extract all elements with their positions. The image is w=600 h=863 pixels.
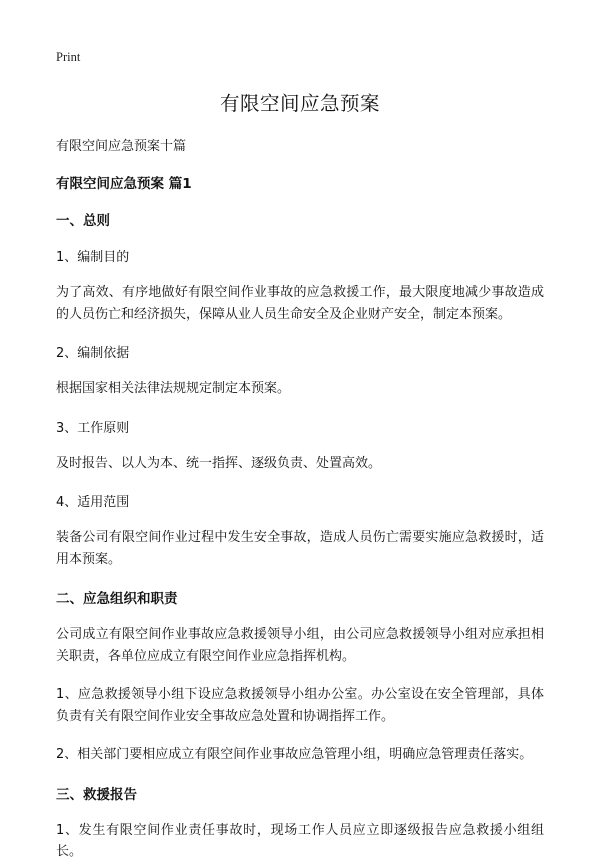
document-subtitle: 有限空间应急预案十篇 [56, 139, 187, 154]
paragraph-report-1: 1、发生有限空间作业责任事故时，现场工作人员应立即逐级报告应急救援小组组长。 [56, 822, 544, 859]
chapter-title: 有限空间应急预案 篇1 [56, 176, 192, 192]
section-heading-report: 三、救援报告 [56, 786, 137, 803]
subheading-basis: 2、编制依据 [56, 346, 130, 361]
paragraph-organization-3: 2、相关部门要相应成立有限空间作业事故应急管理小组，明确应急管理责任落实。 [56, 747, 533, 762]
paragraph-organization-2: 1、应急救援领导小组下设应急救援领导小组办公室。办公室设在安全管理部，具体负责有关有限空间作业安全事故应急处置和协调指挥工作。 [56, 687, 544, 724]
paragraph-scope: 装备公司有限空间作业过程中发生安全事故，造成人员伤亡需要实施应急救援时，适用本预案。 [56, 530, 544, 567]
subheading-scope: 4、适用范围 [56, 495, 130, 510]
subheading-purpose: 1、编制目的 [56, 250, 130, 265]
subheading-principles: 3、工作原则 [56, 420, 130, 436]
section-heading-organization: 二、应急组织和职责 [56, 591, 178, 607]
section-heading-general: 一、总则 [56, 213, 110, 229]
paragraph-purpose: 为了高效、有序地做好有限空间作业事故的应急救援工作，最大限度地减少事故造成的人员伤亡和经济损失，保障从业人员生命安全及企业财产安全，制定本预案。 [56, 285, 544, 322]
paragraph-organization-1: 公司成立有限空间作业事故应急救援领导小组，由公司应急救援领导小组对应承担相关职责，各单位应成立有限空间作业应急指挥机构。 [56, 627, 544, 664]
document-title: 有限空间应急预案 [219, 92, 380, 115]
paragraph-basis: 根据国家相关法律法规规定制定本预案。 [56, 381, 291, 396]
paragraph-principles: 及时报告、以人为本、统一指挥、逐级负责、处置高效。 [56, 455, 382, 471]
print-link[interactable]: Print [56, 50, 81, 64]
